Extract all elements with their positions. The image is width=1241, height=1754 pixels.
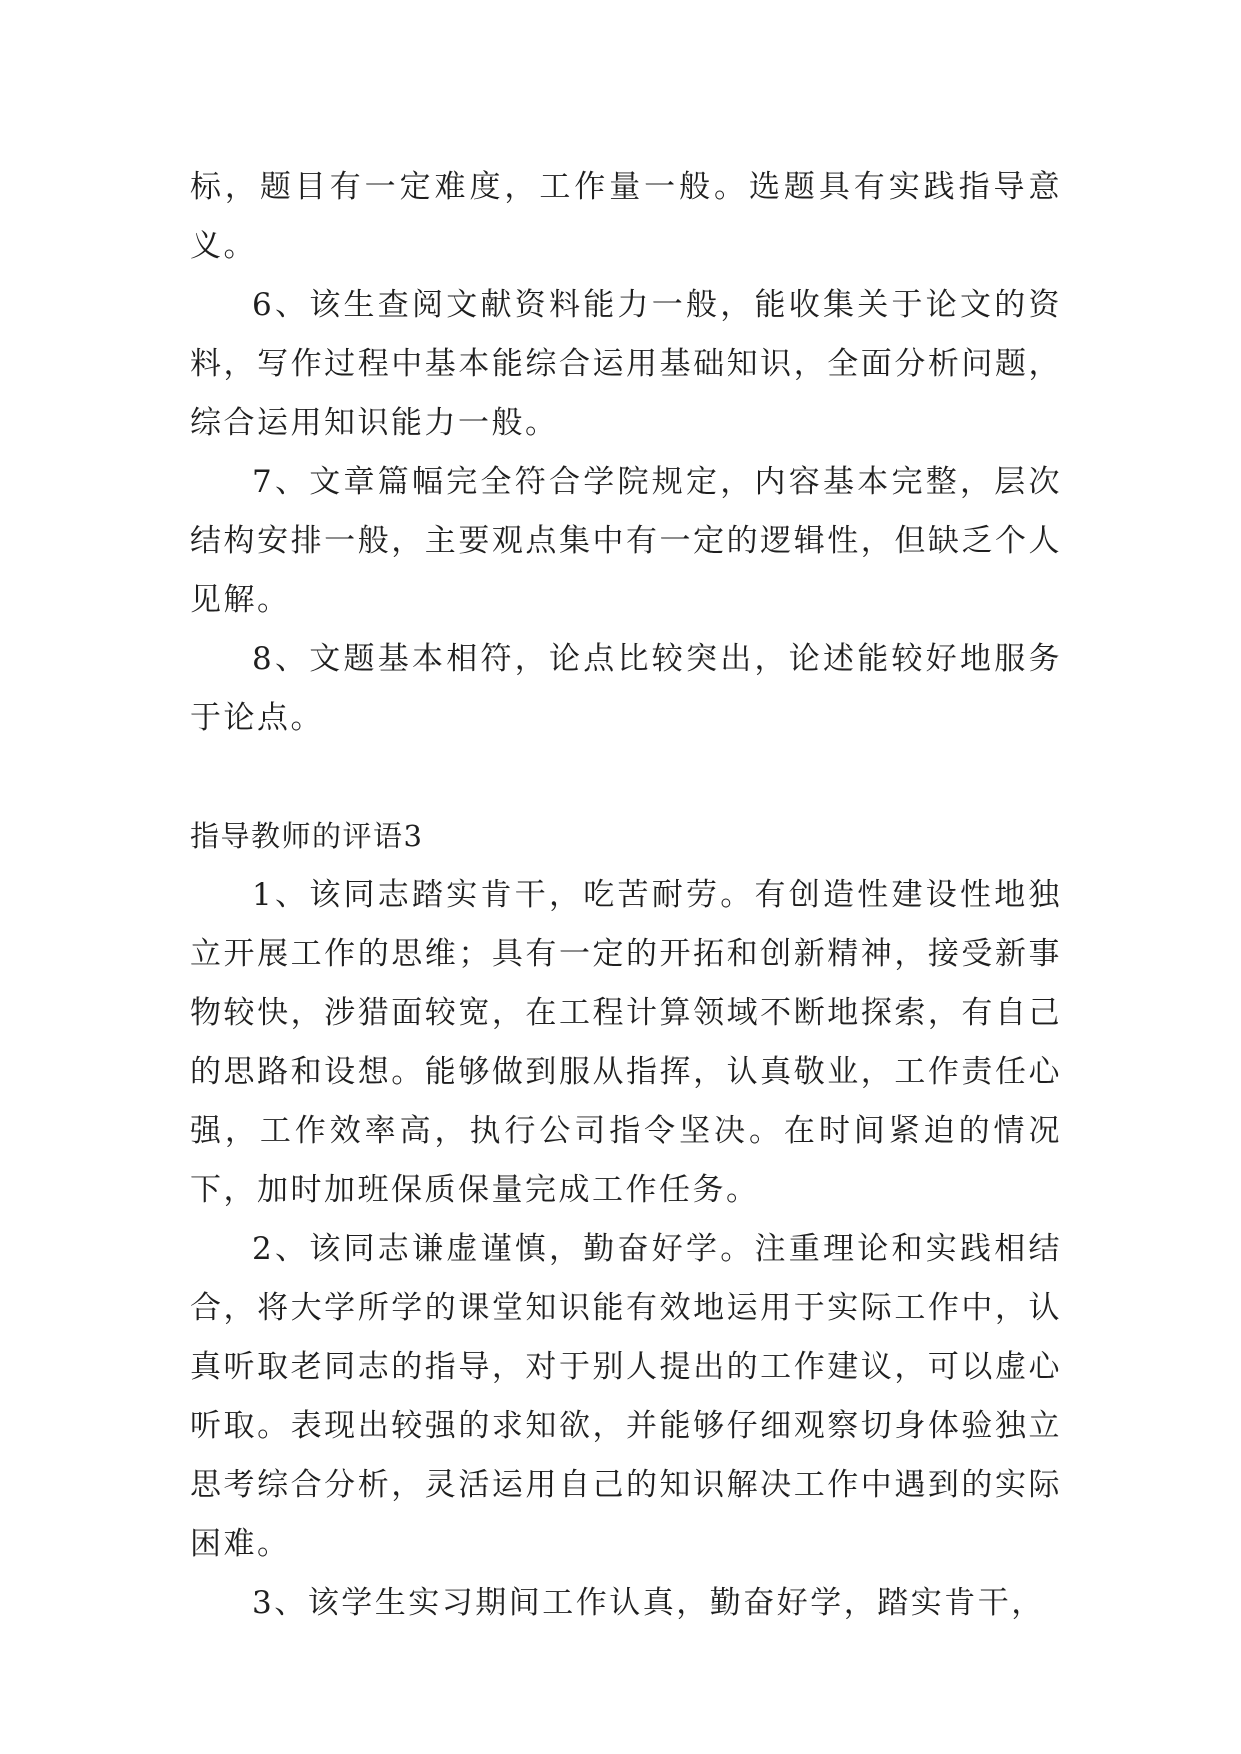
paragraph-item-3: 3、该学生实习期间工作认真，勤奋好学，踏实肯干， — [252, 1585, 1045, 1621]
document-body — [190, 158, 1062, 1633]
paragraph-continued: 标，题目有一定难度，工作量一般。选题具有实践指导意义。 — [190, 169, 1062, 264]
paragraph-item-1: 1、该同志踏实肯干，吃苦耐劳。有创造性建设性地独立开展工作的思维；具有一定的开拓和创新精神，接受新事物较快，涉猎面较宽，在工程计算领域不断地探索，有自己的思路和设想。能够做到服从指挥，认真敬业，工作责任心强，工作效率高，执行公司指令坚决。在时间紧迫的情况下，加时加班保质保量完成工作任务。 — [190, 877, 1062, 1208]
section-heading: 指导教师的评语3 — [190, 819, 424, 853]
paragraph-item-2: 2、该同志谦虚谨慎，勤奋好学。注重理论和实践相结合，将大学所学的课堂知识能有效地运用于实际工作中，认真听取老同志的指导，对于别人提出的工作建议，可以虚心听取。表现出较强的求知欲，并能够仔细观察切身体验独立思考综合分析，灵活运用自己的知识解决工作中遇到的实际困难。 — [190, 1231, 1062, 1562]
paragraph-item-7: 7、文章篇幅完全符合学院规定，内容基本完整，层次结构安排一般，主要观点集中有一定的逻辑性，但缺乏个人见解。 — [190, 464, 1062, 618]
paragraph-item-8: 8、文题基本相符，论点比较突出，论述能较好地服务于论点。 — [190, 641, 1062, 736]
paragraph-item-6: 6、该生查阅文献资料能力一般，能收集关于论文的资料，写作过程中基本能综合运用基础知识，全面分析问题，综合运用知识能力一般。 — [190, 287, 1062, 441]
